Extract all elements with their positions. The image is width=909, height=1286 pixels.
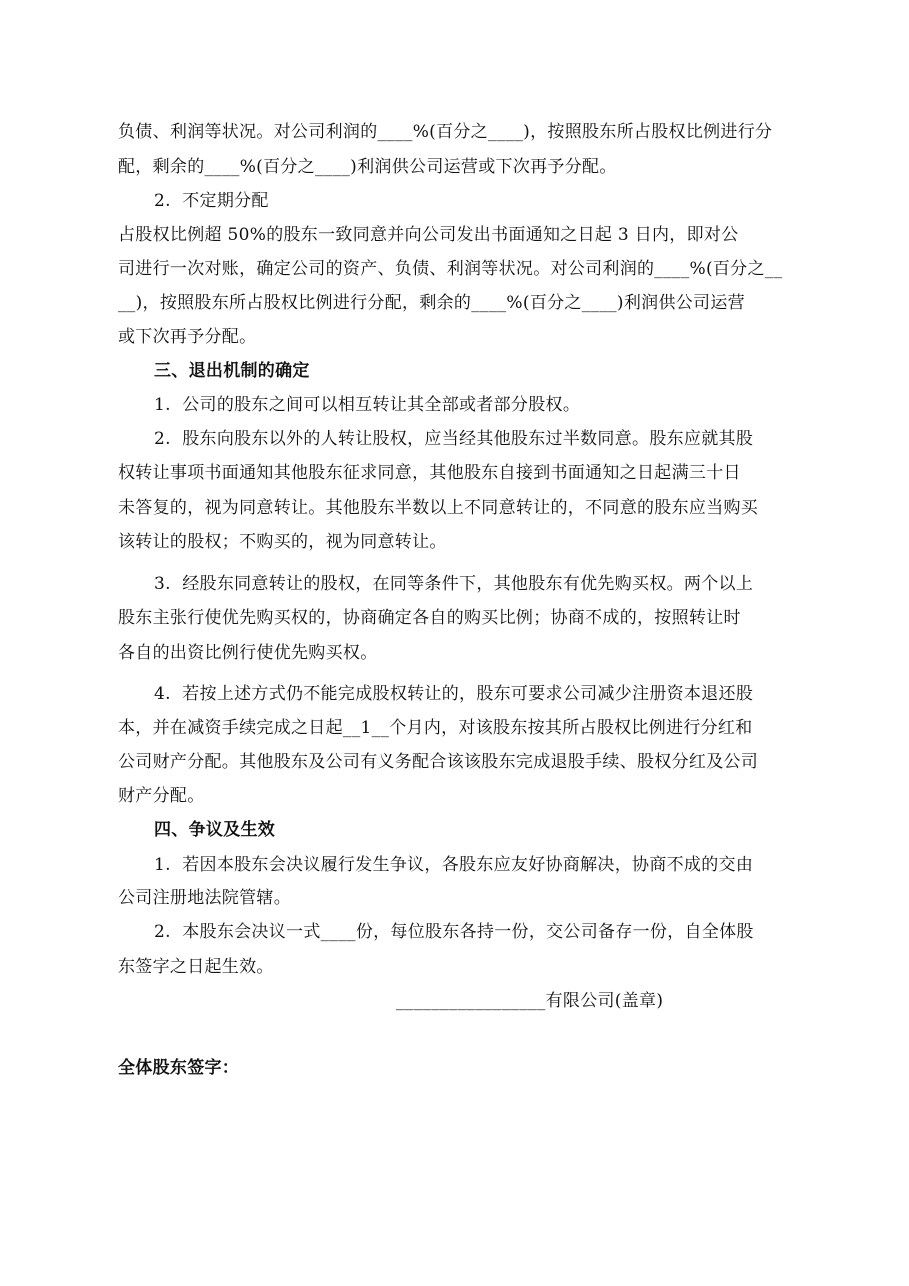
company-seal-line: _________________有限公司(盖章): [396, 991, 664, 1011]
paragraph-line: 股东主张行使优先购买权的，协商确定各自的购买比例；协商不成的，按照转让时: [118, 608, 741, 628]
paragraph-line: 4. 若按上述方式仍不能完成股权转让的，股东可要求公司减少注册资本退还股: [154, 684, 754, 704]
paragraph-line: 财产分配。: [118, 786, 205, 806]
paragraph-line: 司进行一次对账，确定公司的资产、负债、利润等状况。对公司利润的____%(百分之__: [118, 259, 783, 279]
paragraph-line: 本，并在减资手续完成之日起__1__个月内，对该股东按其所占股权比例进行分红和: [118, 718, 753, 738]
section-heading: 三、退出机制的确定: [154, 361, 310, 381]
section-heading: 四、争议及生效: [154, 820, 276, 840]
paragraph-line: 各自的出资比例行使优先购买权。: [118, 643, 378, 663]
paragraph-line: 该转让的股权；不购买的，视为同意转让。: [118, 532, 447, 552]
paragraph-line: 未答复的，视为同意转让。其他股东半数以上不同意转让的，不同意的股东应当购买: [118, 498, 759, 518]
list-item-heading: 2. 不定期分配: [154, 191, 269, 211]
paragraph-line: 权转让事项书面通知其他股东征求同意，其他股东自接到书面通知之日起满三十日: [118, 463, 741, 483]
paragraph-line: 1. 公司的股东之间可以相互转让其全部或者部分股权。: [154, 395, 581, 415]
paragraph-line: 公司财产分配。其他股东及公司有义务配合该该股东完成退股手续、股权分红及公司: [118, 752, 759, 772]
paragraph-line: 1. 若因本股东会决议履行发生争议，各股东应友好协商解决，协商不成的交由: [154, 855, 754, 875]
shareholders-signature-label: 全体股东签字：: [118, 1058, 240, 1078]
paragraph-line: 2. 本股东会决议一式____份，每位股东各持一份，交公司备存一份，自全体股: [154, 922, 754, 942]
paragraph-line: 或下次再予分配。: [118, 327, 257, 347]
paragraph-line: 配，剩余的____%(百分之____)利润供公司运营或下次再予分配。: [118, 157, 617, 177]
paragraph-line: 公司注册地法院管辖。: [118, 888, 291, 908]
paragraph-line: __)，按照股东所占股权比例进行分配，剩余的____%(百分之____)利润供公司运营: [118, 293, 745, 313]
paragraph-line: 占股权比例超 50%的股东一致同意并向公司发出书面通知之日起 3 日内，即对公: [118, 225, 739, 245]
paragraph-line: 2. 股东向股东以外的人转让股权，应当经其他股东过半数同意。股东应就其股: [154, 429, 754, 449]
paragraph-line: 东签字之日起生效。: [118, 957, 274, 977]
paragraph-line: 3. 经股东同意转让的股权，在同等条件下，其他股东有优先购买权。两个以上: [154, 574, 754, 594]
paragraph-line: 负债、利润等状况。对公司利润的____%(百分之____)，按照股东所占股权比例进行分: [118, 122, 773, 142]
